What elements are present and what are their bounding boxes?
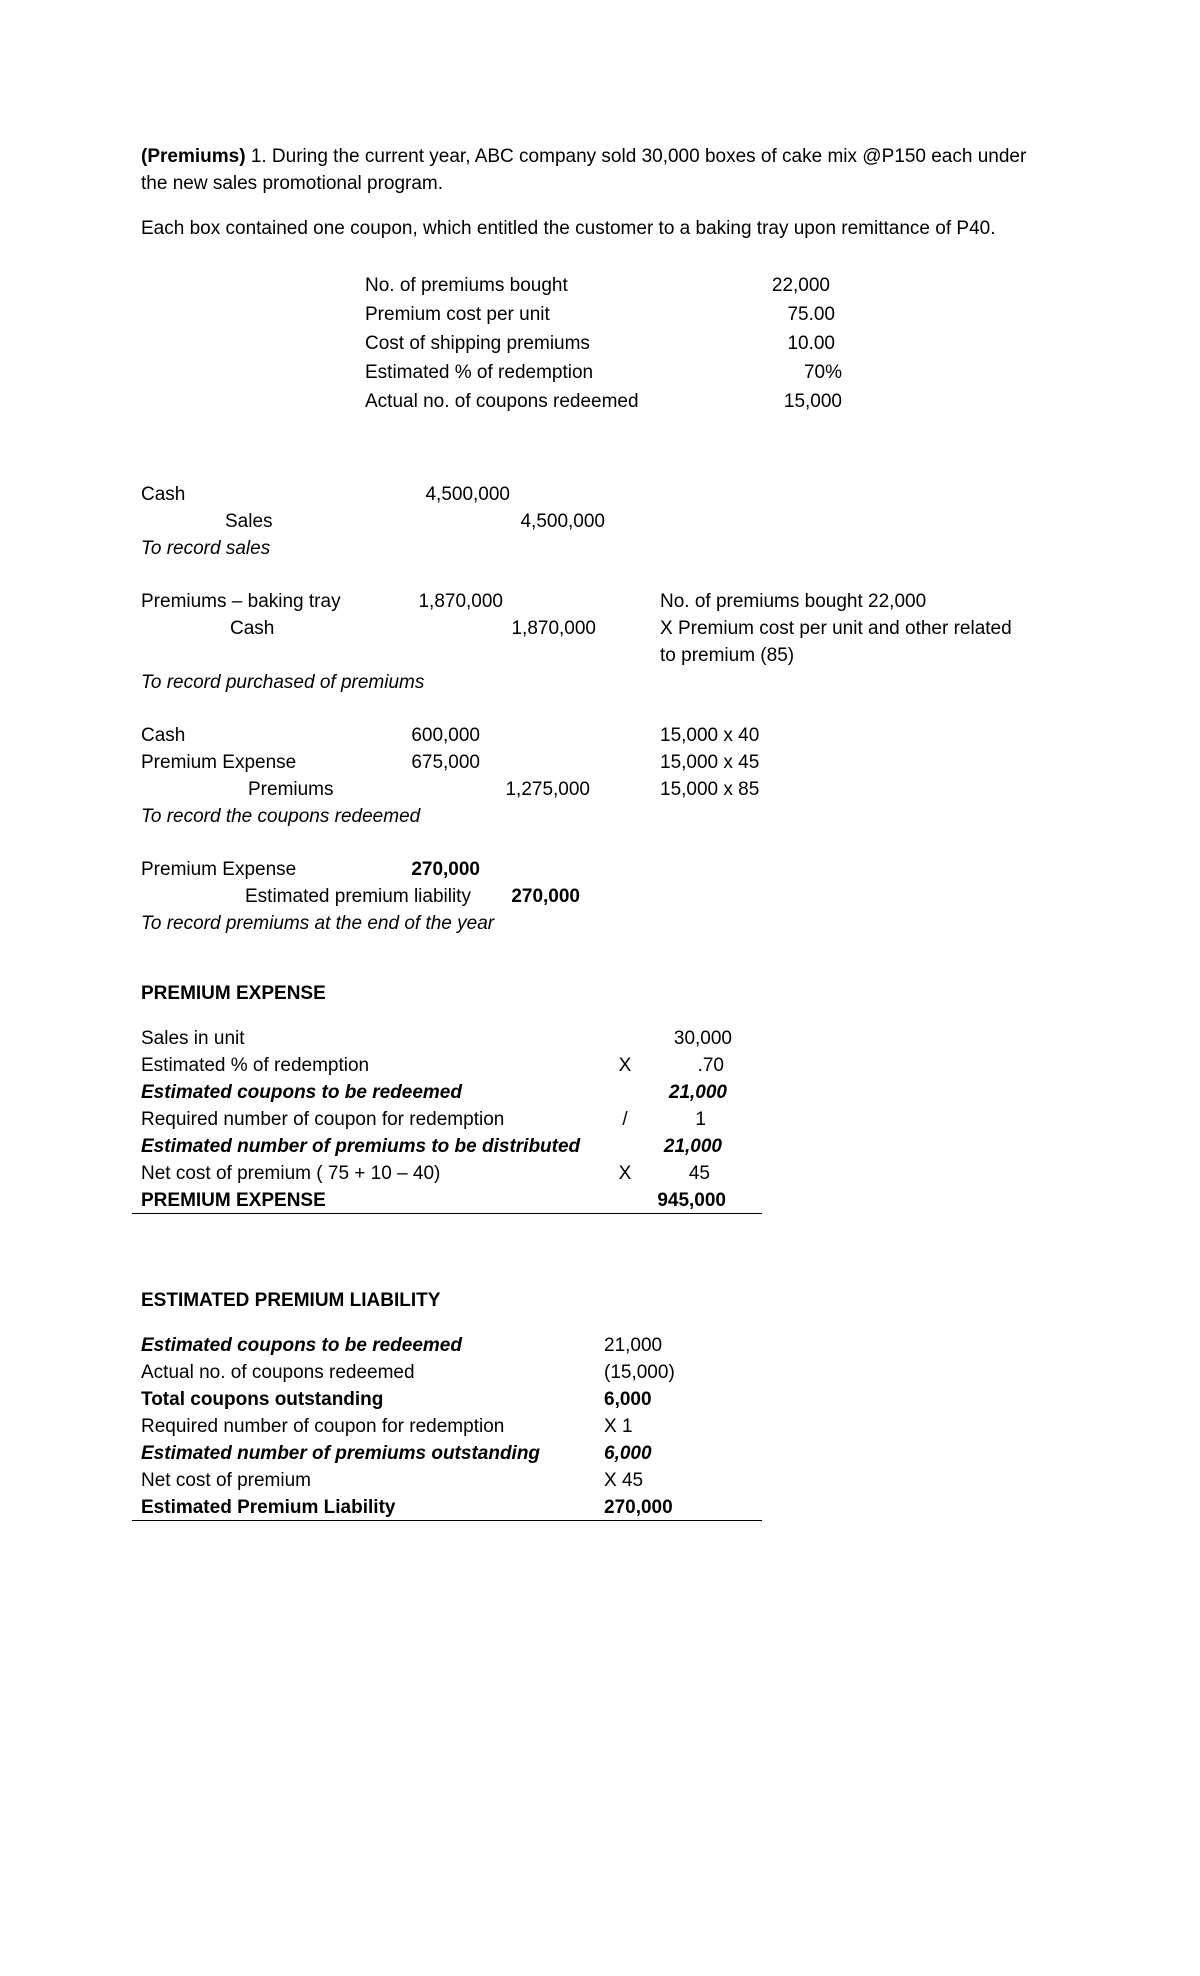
intro-line-3: Each box contained one coupon, which entitled the customer to a baking tray upon remittance of P40. [141,218,996,239]
given-value: 75.00 [787,304,835,325]
calc-value: 21,000 [604,1335,663,1356]
intro-text-1: 1. During the current year, ABC company sold 30,000 boxes of cake mix @P150 each under [250,146,1027,167]
given-value: 70% [803,362,842,383]
debit-amount: 270,000 [411,859,480,880]
computation-note: 15,000 x 45 [660,752,760,773]
calc-value: 21,000 [663,1136,722,1157]
calc-label: PREMIUM EXPENSE [141,1190,326,1211]
given-label: Estimated % of redemption [365,362,594,383]
calc-value: .70 [697,1055,724,1076]
calc-value: 6,000 [604,1443,652,1464]
calc-label: Net cost of premium ( 75 + 10 – 40) [141,1163,441,1184]
calc-operator: X [618,1163,632,1184]
calc-label: Total coupons outstanding [141,1389,384,1410]
section-heading: PREMIUM EXPENSE [141,983,326,1004]
calc-label: Estimated % of redemption [141,1055,370,1076]
calc-value: X 45 [604,1470,644,1491]
computation-note: 15,000 x 85 [660,779,760,800]
given-label: No. of premiums bought [365,275,568,296]
given-value: 15,000 [783,391,842,412]
calc-label: Required number of coupon for redemption [141,1416,505,1437]
debit-amount: 675,000 [411,752,480,773]
calc-value: 945,000 [657,1190,726,1211]
computation-note: X Premium cost per unit and other related [660,618,1012,639]
calc-label: Sales in unit [141,1028,245,1049]
calc-value: 270,000 [604,1497,673,1518]
debit-account: Premium Expense [141,859,297,880]
debit-amount: 600,000 [411,725,480,746]
entry-memo: To record sales [141,538,271,559]
debit-account: Cash [141,484,186,505]
calc-label: Estimated coupons to be redeemed [141,1082,462,1103]
calc-operator: / [622,1109,628,1130]
intro-line-1 [141,147,1026,166]
calc-label: Actual no. of coupons redeemed [141,1362,415,1383]
total-underline [132,1213,762,1214]
calc-label: Required number of coupon for redemption [141,1109,505,1130]
calc-value: (15,000) [604,1362,675,1383]
credit-account: Premiums [248,779,334,800]
calc-value: 1 [695,1109,706,1130]
credit-amount: 270,000 [511,886,580,907]
section-heading: ESTIMATED PREMIUM LIABILITY [141,1290,441,1311]
total-underline [132,1520,762,1521]
debit-amount: 4,500,000 [425,484,510,505]
given-value: 22,000 [771,275,830,296]
given-label: Cost of shipping premiums [365,333,590,354]
calc-value: X 1 [604,1416,633,1437]
given-label: Actual no. of coupons redeemed [365,391,639,412]
computation-note: to premium (85) [660,645,795,666]
credit-account: Sales [225,511,273,532]
credit-amount: 1,275,000 [505,779,590,800]
calc-value: 21,000 [668,1082,727,1103]
calc-label: Estimated coupons to be redeemed [141,1335,462,1356]
calc-operator: X [618,1055,632,1076]
credit-amount: 1,870,000 [511,618,596,639]
computation-note: 15,000 x 40 [660,725,760,746]
calc-label: Estimated number of premiums to be distributed [141,1136,581,1157]
debit-account: Premium Expense [141,752,297,773]
calc-label: Estimated number of premiums outstanding [141,1443,541,1464]
computation-note: No. of premiums bought 22,000 [660,591,927,612]
credit-amount: 4,500,000 [520,511,605,532]
calc-value: 30,000 [673,1028,732,1049]
entry-memo: To record purchased of premiums [141,672,425,693]
credit-account: Cash [230,618,275,639]
intro-line-2: the new sales promotional program. [141,173,444,194]
calc-value: 45 [688,1163,710,1184]
entry-memo: To record the coupons redeemed [141,806,421,827]
debit-account: Premiums – baking tray [141,591,341,612]
entry-memo: To record premiums at the end of the year [141,913,495,934]
intro-label: (Premiums) [141,146,246,167]
calc-value: 6,000 [604,1389,652,1410]
calc-label: Net cost of premium [141,1470,311,1491]
debit-amount: 1,870,000 [418,591,503,612]
given-label: Premium cost per unit [365,304,550,325]
credit-account: Estimated premium liability [245,886,471,907]
debit-account: Cash [141,725,186,746]
calc-label: Estimated Premium Liability [141,1497,396,1518]
given-value: 10.00 [787,333,835,354]
